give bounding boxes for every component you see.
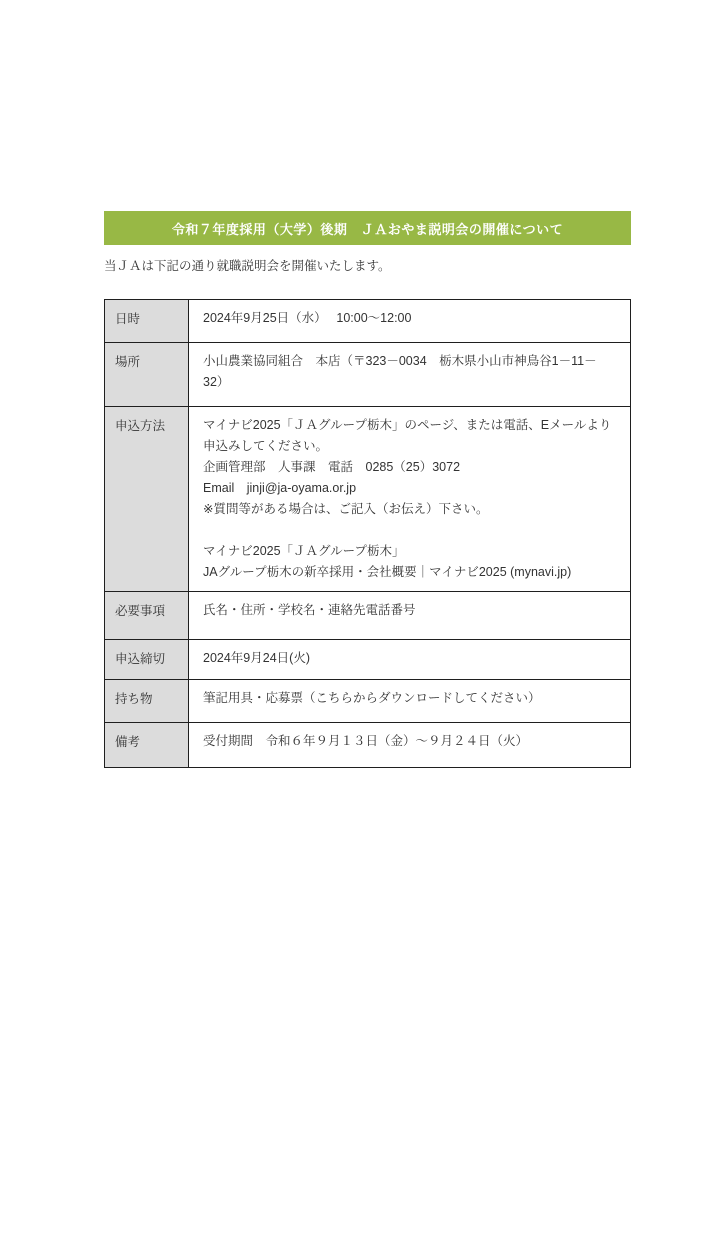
row-value-datetime — [189, 300, 631, 343]
row-label-required-info: 必要事項 — [105, 592, 189, 640]
row-label-datetime: 日時 — [105, 300, 189, 343]
items-to-bring-text[interactable]: 筆記用具・応募票（こちらからダウンロードしてください） — [203, 691, 541, 705]
row-label-deadline: 申込締切 — [105, 640, 189, 680]
table-row-items-to-bring — [105, 680, 631, 723]
datetime-text: 2024年9月25日（水） 10:00～12:00 — [203, 311, 412, 325]
application-method-line2: 申込みしてください。 — [203, 439, 329, 453]
required-info-text: 氏名・住所・学校名・連絡先電話番号 — [203, 603, 416, 617]
application-email: Email jinji@ja-oyama.or.jp — [203, 481, 357, 495]
intro-text: 当ＪＡは下記の通り就職説明会を開催いたします。 — [104, 259, 391, 273]
place-text-line2: 32） — [203, 375, 230, 389]
mynavi-page-name: マイナビ2025「ＪＡグループ栃木」 — [203, 544, 405, 558]
table-row-place — [105, 343, 631, 407]
row-value-application-method — [189, 407, 631, 592]
row-value-deadline — [189, 640, 631, 680]
row-value-required-info — [189, 592, 631, 640]
application-method-line1: マイナビ2025「ＪＡグループ栃木」のページ、または電話、Eメールより — [203, 418, 612, 432]
table-row-deadline — [105, 640, 631, 680]
table-row-application-method — [105, 407, 631, 592]
blank-line — [203, 520, 616, 541]
event-info-table — [104, 299, 631, 768]
mynavi-page-link[interactable]: JAグループ栃木の新卒採用・会社概要｜マイナビ2025 (mynavi.jp) — [203, 565, 572, 579]
table-row-required-info — [105, 592, 631, 640]
remarks-text: 受付期間 令和６年９月１３日（金）～９月２４日（火） — [203, 734, 529, 748]
table-row-remarks — [105, 723, 631, 768]
row-label-application-method: 申込方法 — [105, 407, 189, 592]
notice-document — [104, 211, 631, 768]
row-label-place: 場所 — [105, 343, 189, 407]
place-text-line1: 小山農業協同組合 本店（〒323－0034 栃木県小山市神鳥谷1－11－ — [203, 354, 597, 368]
row-label-items-to-bring: 持ち物 — [105, 680, 189, 723]
deadline-text: 2024年9月24日(火) — [203, 651, 310, 665]
row-value-items-to-bring — [189, 680, 631, 723]
application-note: ※質問等がある場合は、ご記入（お伝え）下さい。 — [203, 502, 489, 516]
row-value-place — [189, 343, 631, 407]
title-banner — [104, 211, 631, 245]
row-value-remarks — [189, 723, 631, 768]
page-title: 令和７年度採用（大学）後期 ＪＡおやま説明会の開催について — [171, 221, 564, 237]
table-row-datetime — [105, 300, 631, 343]
row-label-remarks: 備考 — [105, 723, 189, 768]
application-phone: 企画管理部 人事課 電話 0285（25）3072 — [203, 460, 461, 474]
